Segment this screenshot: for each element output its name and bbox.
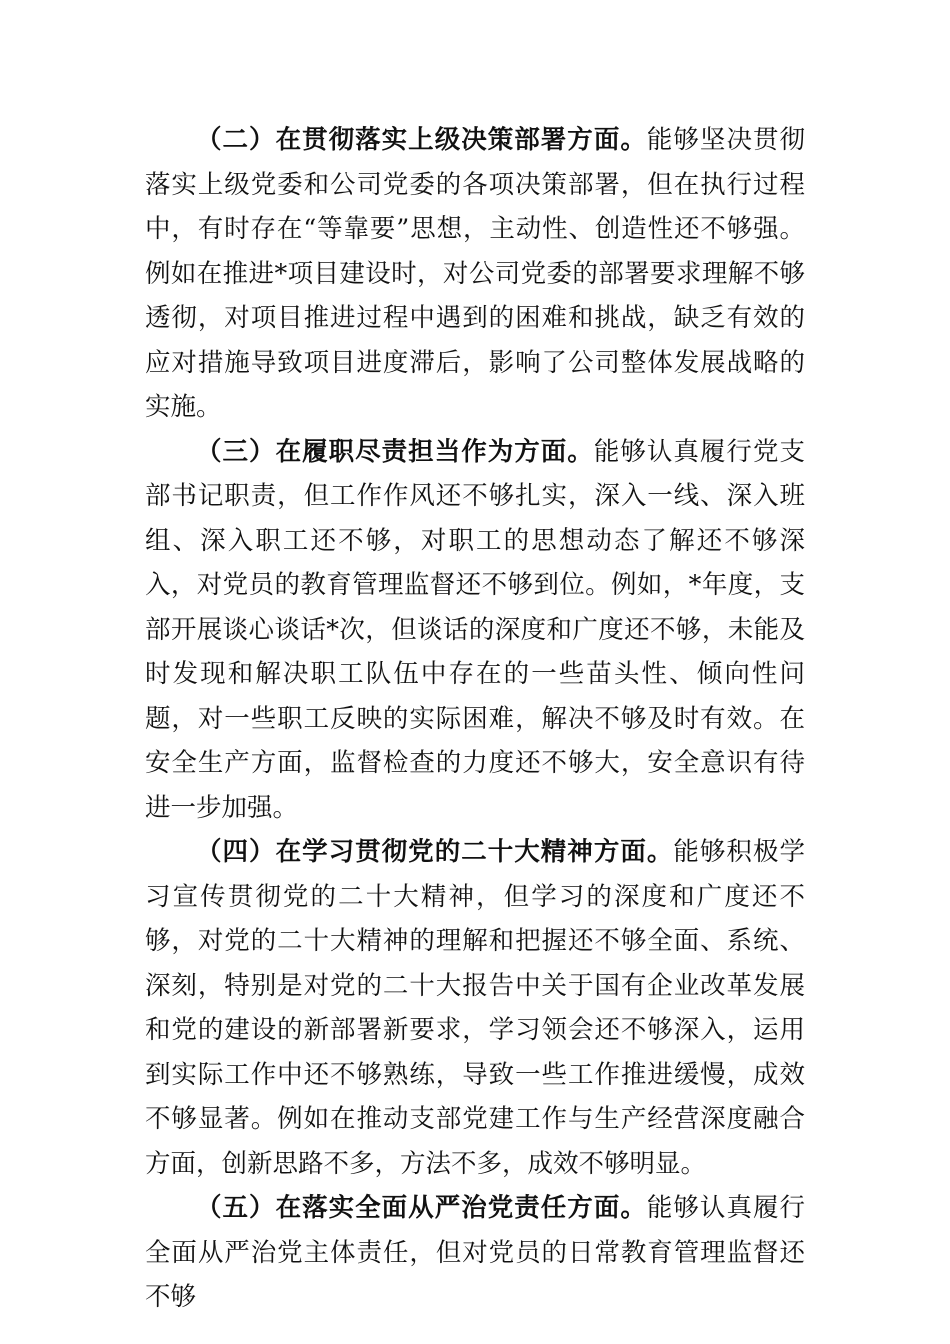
section-heading: （五）在落实全面从严治党责任方面。 xyxy=(196,1193,647,1223)
section-body: 能够积极学习宣传贯彻党的二十大精神，但学习的深度和广度还不够，对党的二十大精神的理解和把握还不够全面、系统、深刻，特别是对党的二十大报告中关于国有企业改革发展和党的建设的新部署新要求，学习领会还不够深入，运用到实际工作中还不够熟练，导致一些工作推进缓慢，成效不够显著。例如在推动支部党建工作与生产经营深度融合方面，创新思路不多，方法不多，成效不够明显。 xyxy=(145,837,805,1179)
paragraph-section-4 xyxy=(145,830,805,1186)
paragraph-section-5 xyxy=(145,1186,805,1320)
section-body: 能够认真履行全面从严治党主体责任，但对党员的日常教育管理监督还不够 xyxy=(145,1193,805,1312)
paragraph-section-3 xyxy=(145,430,805,831)
section-heading: （四）在学习贯彻党的二十大精神方面。 xyxy=(196,837,674,867)
section-heading: （三）在履职尽责担当作为方面。 xyxy=(196,436,594,467)
section-body: 能够认真履行党支部书记职责，但工作作风还不够扎实，深入一线、深入班组、深入职工还不够，对职工的思想动态了解还不够深入，对党员的教育管理监督还不够到位。例如，*年度，支部开展谈心谈话*次，但谈话的深度和广度还不够，未能及时发现和解决职工队伍中存在的一些苗头性、倾向性问题，对一些职工反映的实际困难，解决不够及时有效。在安全生产方面，监督检查的力度还不够大，安全意识有待进一步加强。 xyxy=(145,436,805,823)
section-body: 能够坚决贯彻落实上级党委和公司党委的各项决策部署，但在执行过程中，有时存在“等靠要”思想，主动性、创造性还不够强。例如在推进*项目建设时，对公司党委的部署要求理解不够透彻，对项目推进过程中遇到的困难和挑战，缺乏有效的应对措施导致项目进度滞后，影响了公司整体发展战略的实施。 xyxy=(145,125,805,422)
document-page xyxy=(145,118,805,1320)
paragraph-section-2 xyxy=(145,118,805,430)
section-heading: （二）在贯彻落实上级决策部署方面。 xyxy=(196,125,647,155)
